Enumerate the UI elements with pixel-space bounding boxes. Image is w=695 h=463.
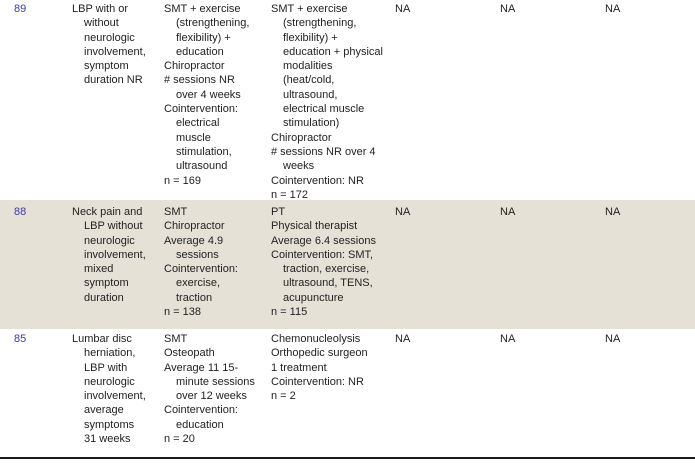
cell-paragraph: Average 11 15-minute sessions over 12 weeks bbox=[164, 361, 255, 403]
intervention-2-cell bbox=[271, 332, 395, 403]
intervention-1-cell bbox=[164, 2, 271, 188]
na-value: NA bbox=[395, 206, 411, 218]
study-id-link[interactable]: 88 bbox=[14, 206, 27, 218]
study-id-cell bbox=[0, 332, 72, 346]
na-value: NA bbox=[605, 206, 621, 218]
na-cell bbox=[500, 332, 605, 346]
na-value: NA bbox=[395, 333, 411, 345]
intervention-2-cell bbox=[271, 205, 395, 319]
na-value: NA bbox=[395, 3, 411, 15]
cell-paragraph: n = 138 bbox=[164, 306, 202, 319]
cell-paragraph: Average 4.9 sessions bbox=[164, 234, 224, 261]
study-id-link[interactable]: 89 bbox=[14, 3, 27, 15]
cell-paragraph: 1 treatment bbox=[271, 361, 327, 374]
intervention-1-cell bbox=[164, 332, 271, 446]
cell-paragraph: SMT bbox=[164, 206, 188, 218]
cell-paragraph: Average 6.4 sessions bbox=[271, 234, 376, 247]
cell-paragraph: Cointervention: electrical muscle stimulation, ultrasound bbox=[164, 103, 238, 173]
na-cell bbox=[500, 2, 605, 16]
population-cell bbox=[72, 332, 164, 446]
cell-paragraph: # sessions NR over 4 weeks bbox=[271, 145, 376, 173]
cell-paragraph: n = 20 bbox=[164, 433, 195, 446]
na-cell bbox=[605, 2, 695, 16]
cell-paragraph: SMT + exercise (strengthening, flexibility) + education + physical modalities (heat/cold, ultrasound, electrical muscle stimulation) bbox=[271, 3, 383, 130]
intervention-1-cell bbox=[164, 205, 271, 319]
cell-paragraph: PT bbox=[271, 206, 286, 218]
cell-paragraph: Cointervention: education bbox=[164, 404, 238, 431]
cell-paragraph: SMT bbox=[164, 333, 188, 345]
na-cell bbox=[395, 2, 500, 16]
page-margin bbox=[0, 459, 695, 463]
cell-paragraph: n = 169 bbox=[164, 174, 202, 187]
na-value: NA bbox=[500, 3, 516, 15]
na-cell bbox=[500, 205, 605, 219]
table-row bbox=[0, 200, 695, 329]
study-id-link[interactable]: 85 bbox=[14, 333, 27, 345]
na-value: NA bbox=[500, 333, 516, 345]
na-cell bbox=[395, 205, 500, 219]
study-id-cell bbox=[0, 2, 72, 16]
cell-paragraph: Chiropractor bbox=[164, 220, 225, 233]
cell-paragraph: Orthopedic surgeon bbox=[271, 347, 368, 360]
cell-paragraph: n = 172 bbox=[271, 188, 309, 201]
cell-paragraph: Cointervention: NR bbox=[271, 174, 364, 187]
cell-paragraph: Physical therapist bbox=[271, 220, 358, 233]
cell-paragraph: Neck pain and LBP without neurologic involvement, mixed symptom duration bbox=[72, 206, 146, 304]
cell-paragraph: SMT + exercise (strengthening, flexibility) + education bbox=[164, 3, 250, 58]
na-value: NA bbox=[500, 206, 516, 218]
table-row bbox=[0, 329, 695, 457]
cell-paragraph: Cointervention: NR bbox=[271, 375, 364, 388]
study-id-cell bbox=[0, 205, 72, 219]
cell-paragraph: Cointervention: SMT, traction, exercise, ultrasound, TENS, acupuncture bbox=[271, 248, 374, 304]
population-cell bbox=[72, 205, 164, 305]
cell-paragraph: n = 2 bbox=[271, 390, 296, 403]
na-cell bbox=[605, 205, 695, 219]
cell-paragraph: Chiropractor bbox=[271, 131, 332, 144]
cell-paragraph: Lumbar disc herniation, LBP with neurologic involvement, average symptoms 31 weeks bbox=[72, 333, 146, 446]
population-cell bbox=[72, 2, 164, 88]
na-cell bbox=[395, 332, 500, 346]
cell-paragraph: Cointervention: exercise, traction bbox=[164, 263, 238, 304]
na-value: NA bbox=[605, 333, 621, 345]
intervention-2-cell bbox=[271, 2, 395, 202]
cell-paragraph: Osteopath bbox=[164, 347, 215, 360]
cell-paragraph: # sessions NR over 4 weeks bbox=[164, 74, 241, 101]
na-cell bbox=[605, 332, 695, 346]
table-row bbox=[0, 0, 695, 200]
cell-paragraph: Chemonucleolysis bbox=[271, 333, 361, 345]
cell-paragraph: Chiropractor bbox=[164, 60, 225, 73]
na-value: NA bbox=[605, 3, 621, 15]
cell-paragraph: LBP with or without neurologic involvement, symptom duration NR bbox=[72, 3, 146, 87]
cell-paragraph: n = 115 bbox=[271, 306, 308, 319]
